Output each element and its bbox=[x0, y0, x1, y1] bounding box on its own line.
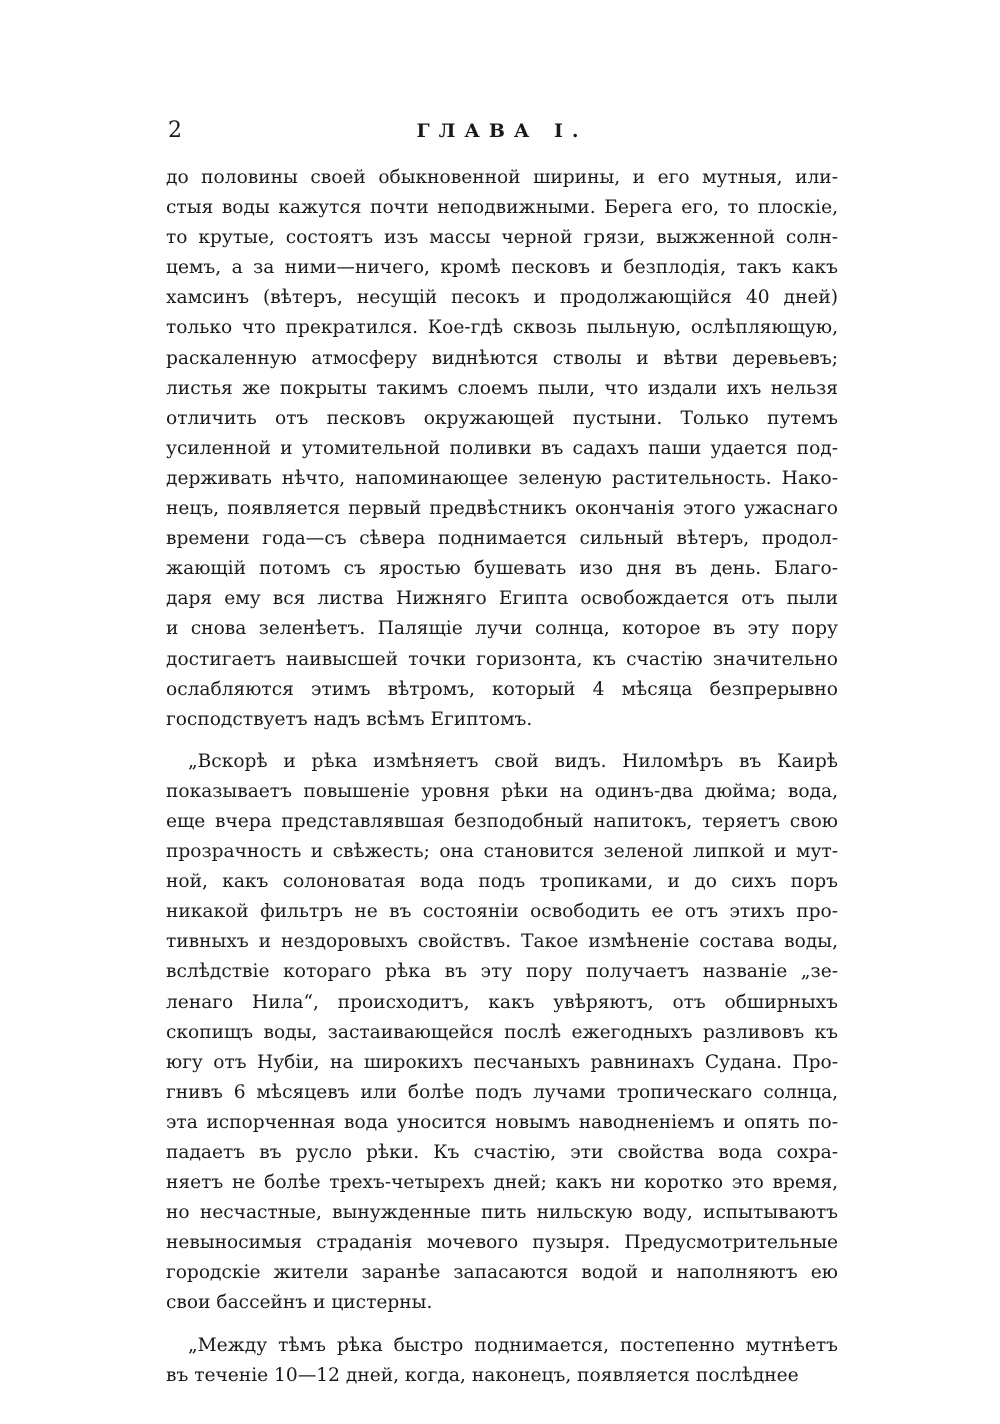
text-line: времени года—съ сѣвера поднимается сильный вѣтеръ, продол- bbox=[166, 528, 838, 550]
text-line: тивныхъ и нездоровыхъ свойствъ. Такое измѣненіе состава воды, bbox=[166, 931, 838, 953]
text-line: хамсинъ (вѣтеръ, несущій песокъ и продолжающійся 40 дней) bbox=[166, 287, 838, 309]
text-line: ленаго Нила“, происходитъ, какъ увѣряютъ, отъ обширныхъ bbox=[166, 991, 838, 1013]
text-line: еще вчера представлявшая безподобный напитокъ, теряетъ свою bbox=[166, 810, 838, 832]
text-line: нецъ, появляется первый предвѣстникъ окончанія этого ужаснаго bbox=[166, 498, 838, 520]
text-line: городскіе жители заранѣе запасаются водой и наполняютъ ею bbox=[166, 1262, 838, 1284]
text-line: листья же покрыты такимъ слоемъ пыли, что издали ихъ нельзя bbox=[166, 377, 838, 399]
text-line: „Вскорѣ и рѣка измѣняетъ свой видъ. Ниломѣръ въ Каирѣ bbox=[188, 750, 838, 772]
text-line: отличить отъ песковъ окружающей пустыни. Только путемъ bbox=[166, 407, 838, 429]
paragraph bbox=[166, 1331, 838, 1391]
text-line: раскаленную атмосферу виднѣются стволы и вѣтви деревьевъ; bbox=[166, 347, 838, 369]
text-line: няетъ не болѣе трехъ-четырехъ дней; какъ ни коротко это время, bbox=[166, 1172, 838, 1194]
text-line: никакой фильтръ не въ состояніи освободить ее отъ этихъ про- bbox=[166, 901, 838, 923]
text-line: достигаетъ наивысшей точки горизонта, къ счастію значительно bbox=[166, 648, 838, 670]
text-line: до половины своей обыкновенной ширины, и его мутныя, или- bbox=[166, 167, 838, 188]
text-line: свои бассейнъ и цистерны. bbox=[166, 1292, 433, 1314]
text-line: даря ему вся листва Нижняго Египта освобождается отъ пыли bbox=[166, 588, 838, 610]
text-line: то крутые, состоятъ изъ массы черной грязи, выжженной солн- bbox=[166, 227, 838, 249]
running-head bbox=[168, 114, 836, 148]
chapter-title: ГЛАВА I. bbox=[416, 120, 588, 142]
body-text bbox=[166, 163, 838, 1403]
text-line: цемъ, а за ними—ничего, кромѣ песковъ и безплодія, такъ какъ bbox=[166, 257, 838, 279]
text-line: только что прекратился. Кое-гдѣ сквозь пыльную, ослѣпляющую, bbox=[166, 317, 838, 339]
text-line: вслѣдствіе котораго рѣка въ эту пору получаетъ названіе „зе- bbox=[166, 961, 838, 983]
text-line: невыносимыя страданія мочевого пузыря. Предусмотрительные bbox=[166, 1232, 838, 1254]
text-line: ной, какъ солоноватая вода подъ тропиками, и до сихъ поръ bbox=[166, 871, 838, 893]
text-line: падаетъ въ русло рѣки. Къ счастію, эти свойства вода сохра- bbox=[166, 1142, 838, 1163]
text-line: эта испорченная вода уносится новымъ наводненіемъ и опять по- bbox=[166, 1111, 838, 1133]
text-line: господствуетъ надъ всѣмъ Египтомъ. bbox=[166, 708, 533, 730]
text-line: ослабляются этимъ вѣтромъ, который 4 мѣсяца безпрерывно bbox=[166, 678, 838, 700]
text-line: усиленной и утомительной поливки въ садахъ паши удается под- bbox=[166, 437, 838, 459]
text-line: гнивъ 6 мѣсяцевъ или болѣе подъ лучами тропическаго солнца, bbox=[166, 1081, 838, 1103]
text-line: стыя воды кажутся почти неподвижными. Берега его, то плоскіе, bbox=[166, 197, 838, 219]
text-line: югу отъ Нубіи, на широкихъ песчаныхъ равнинахъ Судана. Про- bbox=[166, 1051, 838, 1073]
text-line: держивать нѣчто, напоминающее зеленую растительность. Нако- bbox=[166, 467, 838, 489]
text-line: „Между тѣмъ рѣка быстро поднимается, постепенно мутнѣетъ bbox=[188, 1334, 838, 1356]
text-line: но несчастные, вынужденные пить нильскую воду, испытываютъ bbox=[166, 1202, 838, 1224]
text-line: жающій потомъ съ яростью бушевать изо дня въ день. Благо- bbox=[166, 558, 838, 580]
text-line: въ теченіе 10—12 дней, когда, наконецъ, появляется послѣднее bbox=[166, 1364, 799, 1386]
text-line: и снова зеленѣетъ. Палящіе лучи солнца, которое въ эту пору bbox=[166, 618, 838, 640]
paragraph bbox=[166, 163, 838, 735]
page-number: 2 bbox=[168, 118, 182, 143]
text-line: скопищъ воды, застаивающейся послѣ ежегодныхъ разливовъ къ bbox=[166, 1021, 838, 1043]
text-line: прозрачность и свѣжесть; она становится зеленой липкой и мут- bbox=[166, 841, 838, 863]
paragraph bbox=[166, 747, 838, 1319]
text-line: показываетъ повышеніе уровня рѣки на одинъ-два дюйма; вода, bbox=[166, 780, 838, 802]
